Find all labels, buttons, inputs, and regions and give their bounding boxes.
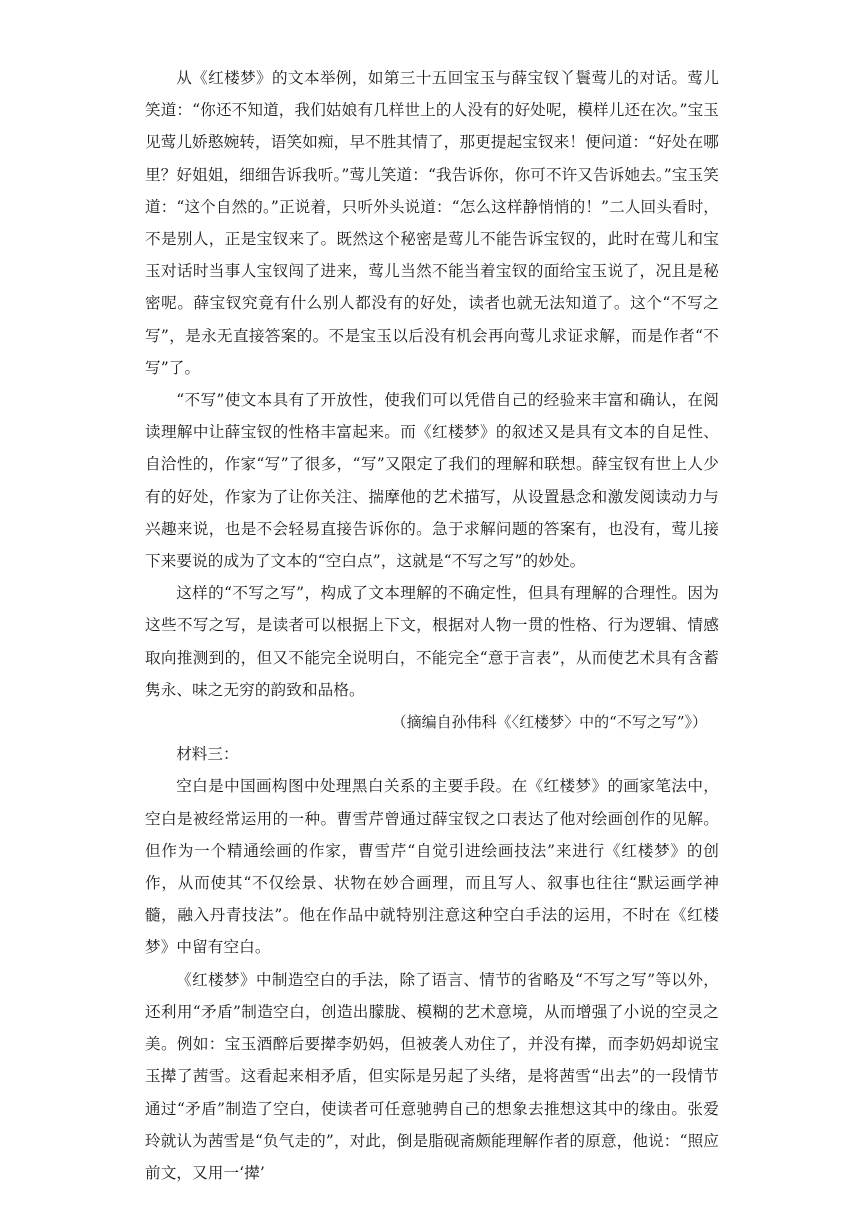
paragraph-1: 从《红楼梦》的文本举例，如第三十五回宝玉与薛宝钗丫鬟莺儿的对话。莺儿笑道：“你还不知道，我们姑娘有几样世上的人没有的好处呢，模样儿还在次。”宝玉见莺儿娇憨婉转，语笑如痴，早不胜其情了，那更提起宝钗来！便问道：“好处在哪里？好姐姐，细细告诉我听。”莺儿笑道：“我告诉你，你可不许又告诉她去。”宝玉笑道：“这个自然的。”正说着，只听外头说道：“怎么这样静悄悄的！”二人回头看时，不是别人，正是宝钗来了。既然这个秘密是莺儿不能告诉宝钗的，此时在莺儿和宝玉对话时当事人宝钗闯了进来，莺儿当然不能当着宝钗的面给宝玉说了，况且是秘密呢。薛宝钗究竟有什么别人都没有的好处，读者也就无法知道了。这个“不写之写”，是永无直接答案的。不是宝玉以后没有机会再向莺儿求证求解，而是作者“不写”了。	[145, 69, 719, 377]
document-page	[145, 62, 719, 1189]
paragraph-4: 空白是中国画构图中处理黑白关系的主要手段。在《红楼梦》的画家笔法中，空白是被经常运用的一种。曹雪芹曾通过薛宝钗之口表达了他对绘画创作的见解。但作为一个精通绘画的作家，曹雪芹“自觉引进绘画技法”来进行《红楼梦》的创作，从而使其“不仅绘景、状物在妙合画理，而且写人、叙事也往往“默运画学神髓，融入丹青技法”。他在作品中就特别注意这种空白手法的运用，不时在《红楼梦》中留有空白。	[145, 777, 719, 957]
paragraph-2: “不写”使文本具有了开放性，使我们可以凭借自己的经验来丰富和确认，在阅读理解中让薛宝钗的性格丰富起来。而《红楼梦》的叙述又是具有文本的自足性、自洽性的，作家“写”了很多，“写”又限定了我们的理解和联想。薛宝钗有世上人少有的好处，作家为了让你关注、揣摩他的艺术描写，从设置悬念和激发阅读动力与兴趣来说，也是不会轻易直接告诉你的。急于求解问题的答案有，也没有，莺儿接下来要说的成为了文本的“空白点”，这就是“不写之写”的妙处。	[145, 391, 719, 571]
paragraph-5: 《红楼梦》中制造空白的手法，除了语言、情节的省略及“不写之写”等以外，还利用“矛盾”制造空白，创造出朦胧、模糊的艺术意境，从而增强了小说的空灵之美。例如：宝玉酒醉后要撵李奶妈，但被袭人劝住了，并没有撵，而李奶妈却说宝玉撵了茜雪。这看起来相矛盾，但实际是另起了头绪，是将茜雪“出去”的一段情节通过“矛盾”制造了空白，使读者可任意驰骋自己的想象去推想这其中的缘由。张爱玲就认为茜雪是“负气走的”，对此，倒是脂砚斋颇能理解作者的原意，他说：“照应前文，又用一‘撵’	[145, 970, 719, 1182]
source-citation: （摘编自孙伟科《〈红楼梦〉中的“不写之写”》）	[391, 713, 707, 732]
material-label: 材料三：	[176, 745, 239, 764]
paragraph-3: 这样的“不写之写”，构成了文本理解的不确定性，但具有理解的合理性。因为这些不写之写，是读者可以根据上下文，根据对人物一贯的性格、行为逻辑、情感取向推测到的，但又不能完全说明白，不能完全“意于言表”，从而使艺术具有含蓄隽永、味之无穷的韵致和品格。	[145, 584, 719, 699]
